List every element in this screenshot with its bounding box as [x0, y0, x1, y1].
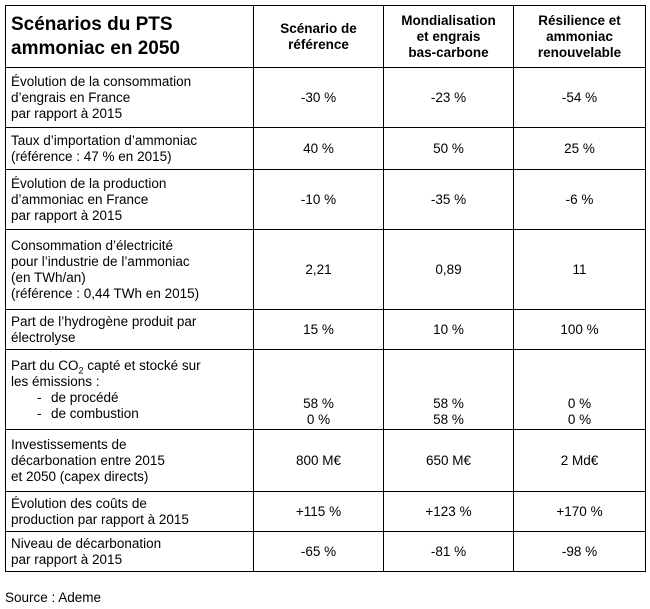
table-row	[6, 68, 646, 128]
cell-reference: 58 % 0 %	[254, 350, 384, 430]
table-row	[6, 350, 646, 430]
cell-reference: -65 %	[254, 532, 384, 572]
row-label: Niveau de décarbonation par rapport à 2015	[6, 532, 254, 572]
column-header-mondialisation: Mondialisation et engrais bas-carbone	[384, 6, 514, 68]
cell-resilience: -98 %	[514, 532, 646, 572]
row-label: Part de l’hydrogène produit par électrolyse	[6, 310, 254, 350]
table-row	[6, 128, 646, 170]
cell-reference: -10 %	[254, 170, 384, 230]
cell-mondialisation: 58 % 58 %	[384, 350, 514, 430]
table-title: Scénarios du PTS ammoniac en 2050	[6, 6, 254, 68]
cell-mondialisation: +123 %	[384, 492, 514, 532]
column-header-resilience: Résilience et ammoniac renouvelable	[514, 6, 646, 68]
cell-mondialisation: 10 %	[384, 310, 514, 350]
table-row	[6, 532, 646, 572]
row-label: Évolution de la production d’ammoniac en France par rapport à 2015	[6, 170, 254, 230]
cell-reference: 40 %	[254, 128, 384, 170]
row-label: Taux d’importation d’ammoniac (référence : 47 % en 2015)	[6, 128, 254, 170]
cell-mondialisation: 50 %	[384, 128, 514, 170]
cell-resilience: 25 %	[514, 128, 646, 170]
header-row	[6, 6, 646, 68]
cell-resilience: 2 Md€	[514, 430, 646, 492]
cell-reference: +115 %	[254, 492, 384, 532]
row-label: Évolution des coûts de production par rapport à 2015	[6, 492, 254, 532]
cell-resilience: 11	[514, 230, 646, 310]
cell-resilience: 100 %	[514, 310, 646, 350]
scenarios-table	[5, 5, 646, 572]
row-label: Consommation d’électricité pour l’industrie de l’ammoniac (en TWh/an) (référence : 0,44 TWh en 2015)	[6, 230, 254, 310]
cell-mondialisation: -81 %	[384, 532, 514, 572]
cell-resilience: +170 %	[514, 492, 646, 532]
table-row	[6, 230, 646, 310]
cell-resilience: -54 %	[514, 68, 646, 128]
cell-reference: 2,21	[254, 230, 384, 310]
cell-mondialisation: 650 M€	[384, 430, 514, 492]
row-label: Investissements de décarbonation entre 2015 et 2050 (capex directs)	[6, 430, 254, 492]
cell-mondialisation: 0,89	[384, 230, 514, 310]
cell-reference: 15 %	[254, 310, 384, 350]
column-header-reference: Scénario de référence	[254, 6, 384, 68]
cell-reference: 800 M€	[254, 430, 384, 492]
cell-mondialisation: -35 %	[384, 170, 514, 230]
table-row	[6, 310, 646, 350]
cell-resilience: -6 %	[514, 170, 646, 230]
row-label: Évolution de la consommation d’engrais en France par rapport à 2015	[6, 68, 254, 128]
source-note: Source : Ademe	[5, 590, 102, 605]
table-row	[6, 170, 646, 230]
table-row	[6, 492, 646, 532]
cell-resilience: 0 % 0 %	[514, 350, 646, 430]
cell-reference: -30 %	[254, 68, 384, 128]
cell-mondialisation: -23 %	[384, 68, 514, 128]
row-label: Part du $CO_2$ capté et stocké sur les émissions : - de procédé - de combustion	[6, 350, 254, 430]
table-row	[6, 430, 646, 492]
